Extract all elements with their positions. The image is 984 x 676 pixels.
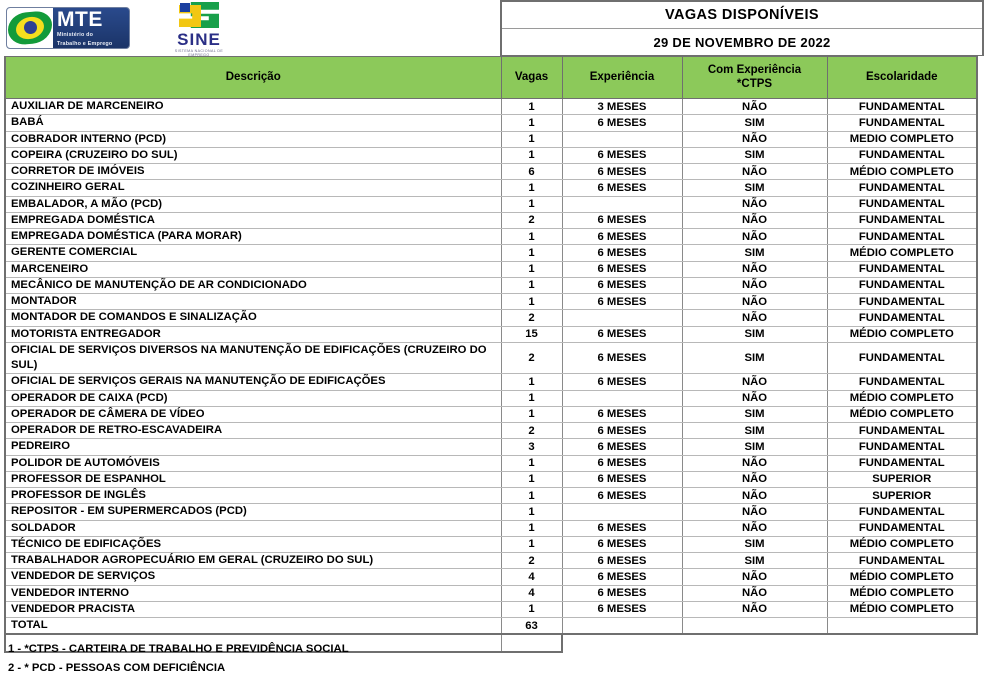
cell-experiencia bbox=[562, 390, 682, 406]
table-row bbox=[5, 488, 977, 504]
cell-ctps: SIM bbox=[682, 553, 827, 569]
cell-escolaridade: FUNDAMENTAL bbox=[827, 520, 977, 536]
cell-descricao: COZINHEIRO GERAL bbox=[5, 180, 501, 196]
page-date: 29 DE NOVEMBRO DE 2022 bbox=[502, 29, 982, 56]
cell-ctps: SIM bbox=[682, 423, 827, 439]
cell-ctps: NÃO bbox=[682, 504, 827, 520]
cell-descricao: OPERADOR DE RETRO-ESCAVADEIRA bbox=[5, 423, 501, 439]
cell-vagas: 1 bbox=[501, 245, 562, 261]
cell-ctps: NÃO bbox=[682, 196, 827, 212]
cell-vagas: 2 bbox=[501, 423, 562, 439]
cell-experiencia: 6 MESES bbox=[562, 245, 682, 261]
logo-zone bbox=[0, 0, 500, 56]
cell-escolaridade: MÉDIO COMPLETO bbox=[827, 601, 977, 617]
document-header bbox=[0, 0, 984, 56]
ctps-header-line1: Com Experiência bbox=[707, 63, 802, 76]
cell-ctps: SIM bbox=[682, 115, 827, 131]
cell-descricao: GERENTE COMERCIAL bbox=[5, 245, 501, 261]
cell-ctps: SIM bbox=[682, 439, 827, 455]
footnote-ctps: 1 - *CTPS - CARTEIRA DE TRABALHO E PREVIDÊNCIA SOCIAL bbox=[8, 643, 349, 655]
cell-vagas: 2 bbox=[501, 553, 562, 569]
footnote-pcd: 2 - * PCD - PESSOAS COM DEFICIÊNCIA bbox=[8, 661, 226, 674]
cell-escolaridade: FUNDAMENTAL bbox=[827, 439, 977, 455]
cell-descricao: MECÂNICO DE MANUTENÇÃO DE AR CONDICIONADO bbox=[5, 277, 501, 293]
table-row bbox=[5, 245, 977, 261]
cell-escolaridade: FUNDAMENTAL bbox=[827, 294, 977, 310]
cell-vagas: 1 bbox=[501, 261, 562, 277]
vagas-table bbox=[4, 56, 978, 653]
cell-escolaridade: FUNDAMENTAL bbox=[827, 196, 977, 212]
cell-ctps: NÃO bbox=[682, 390, 827, 406]
title-block bbox=[500, 0, 984, 56]
cell-escolaridade: FUNDAMENTAL bbox=[827, 504, 977, 520]
table-row bbox=[5, 277, 977, 293]
cell-vagas: 4 bbox=[501, 585, 562, 601]
cell-experiencia: 6 MESES bbox=[562, 147, 682, 163]
cell-vagas: 6 bbox=[501, 164, 562, 180]
cell-experiencia bbox=[562, 504, 682, 520]
cell-vagas: 1 bbox=[501, 180, 562, 196]
cell-vagas: 1 bbox=[501, 294, 562, 310]
table-row bbox=[5, 147, 977, 163]
cell-descricao: EMPREGADA DOMÉSTICA bbox=[5, 212, 501, 228]
cell-ctps: NÃO bbox=[682, 310, 827, 326]
mte-logo bbox=[6, 7, 130, 49]
cell-ctps: NÃO bbox=[682, 229, 827, 245]
cell-escolaridade: MÉDIO COMPLETO bbox=[827, 326, 977, 342]
blank-cell bbox=[682, 634, 827, 651]
table-row bbox=[5, 342, 977, 374]
cell-vagas: 1 bbox=[501, 374, 562, 390]
cell-experiencia: 6 MESES bbox=[562, 536, 682, 552]
cell-vagas: 1 bbox=[501, 488, 562, 504]
cell-vagas: 1 bbox=[501, 229, 562, 245]
cell-experiencia: 6 MESES bbox=[562, 277, 682, 293]
cell-escolaridade: FUNDAMENTAL bbox=[827, 229, 977, 245]
mte-subtitle-line2: Trabalho e Emprego bbox=[57, 40, 113, 47]
brazil-flag-icon bbox=[7, 8, 53, 48]
cell-experiencia: 6 MESES bbox=[562, 180, 682, 196]
table-row bbox=[5, 569, 977, 585]
cell-experiencia: 6 MESES bbox=[562, 439, 682, 455]
cell-vagas: 1 bbox=[501, 536, 562, 552]
cell-descricao: PROFESSOR DE INGLÊS bbox=[5, 488, 501, 504]
cell-vagas: 15 bbox=[501, 326, 562, 342]
table-row bbox=[5, 553, 977, 569]
table-row bbox=[5, 390, 977, 406]
cell-ctps: SIM bbox=[682, 245, 827, 261]
table-row bbox=[5, 601, 977, 617]
cell-vagas: 2 bbox=[501, 212, 562, 228]
cell-escolaridade: MÉDIO COMPLETO bbox=[827, 390, 977, 406]
cell-escolaridade: MEDIO COMPLETO bbox=[827, 131, 977, 147]
sine-tagline: SISTEMA NACIONAL DE EMPREGO bbox=[174, 49, 224, 57]
cell-escolaridade: FUNDAMENTAL bbox=[827, 342, 977, 374]
ctps-header-line2: *CTPS bbox=[736, 77, 773, 90]
cell-vagas: 1 bbox=[501, 471, 562, 487]
cell-experiencia: 6 MESES bbox=[562, 471, 682, 487]
cell-descricao: TÉCNICO DE EDIFICAÇÕES bbox=[5, 536, 501, 552]
table-row bbox=[5, 212, 977, 228]
cell-descricao: OPERADOR DE CÂMERA DE VÍDEO bbox=[5, 406, 501, 422]
mte-acronym: MTE bbox=[57, 7, 103, 31]
cell-vagas: 1 bbox=[501, 520, 562, 536]
table-total-row bbox=[5, 618, 977, 635]
cell-escolaridade: FUNDAMENTAL bbox=[827, 115, 977, 131]
cell-experiencia: 6 MESES bbox=[562, 164, 682, 180]
table-row bbox=[5, 471, 977, 487]
column-header-vagas: Vagas bbox=[501, 57, 562, 99]
cell-ctps: NÃO bbox=[682, 601, 827, 617]
cell-escolaridade: SUPERIOR bbox=[827, 488, 977, 504]
table-row bbox=[5, 536, 977, 552]
cell-ctps: NÃO bbox=[682, 212, 827, 228]
cell-experiencia: 6 MESES bbox=[562, 115, 682, 131]
cell-experiencia: 3 MESES bbox=[562, 99, 682, 115]
cell-experiencia: 6 MESES bbox=[562, 455, 682, 471]
cell-descricao: COPEIRA (CRUZEIRO DO SUL) bbox=[5, 147, 501, 163]
cell-experiencia: 6 MESES bbox=[562, 326, 682, 342]
cell-escolaridade: FUNDAMENTAL bbox=[827, 553, 977, 569]
page-title: VAGAS DISPONÍVEIS bbox=[502, 2, 982, 29]
cell-experiencia: 6 MESES bbox=[562, 406, 682, 422]
cell-ctps: NÃO bbox=[682, 471, 827, 487]
cell-descricao: OPERADOR DE CAIXA (PCD) bbox=[5, 390, 501, 406]
table-row bbox=[5, 229, 977, 245]
cell-ctps: SIM bbox=[682, 536, 827, 552]
cell-descricao: EMPREGADA DOMÉSTICA (PARA MORAR) bbox=[5, 229, 501, 245]
cell-descricao: VENDEDOR PRACISTA bbox=[5, 601, 501, 617]
cell-escolaridade: SUPERIOR bbox=[827, 471, 977, 487]
cell-descricao: EMBALADOR, A MÃO (PCD) bbox=[5, 196, 501, 212]
cell-escolaridade: FUNDAMENTAL bbox=[827, 147, 977, 163]
cell-escolaridade: MÉDIO COMPLETO bbox=[827, 536, 977, 552]
cell-experiencia: 6 MESES bbox=[562, 601, 682, 617]
cell-ctps: NÃO bbox=[682, 569, 827, 585]
cell-experiencia: 6 MESES bbox=[562, 294, 682, 310]
cell-ctps: NÃO bbox=[682, 585, 827, 601]
cell-escolaridade: MÉDIO COMPLETO bbox=[827, 569, 977, 585]
cell-ctps: NÃO bbox=[682, 99, 827, 115]
cell-experiencia: 6 MESES bbox=[562, 212, 682, 228]
cell-experiencia: 6 MESES bbox=[562, 520, 682, 536]
cell-descricao: TRABALHADOR AGROPECUÁRIO EM GERAL (CRUZEIRO DO SUL) bbox=[5, 553, 501, 569]
cell-descricao: COBRADOR INTERNO (PCD) bbox=[5, 131, 501, 147]
cell-descricao: VENDEDOR DE SERVIÇOS bbox=[5, 569, 501, 585]
table-row bbox=[5, 261, 977, 277]
table-row bbox=[5, 423, 977, 439]
cell-ctps: NÃO bbox=[682, 277, 827, 293]
cell-descricao: AUXILIAR DE MARCENEIRO bbox=[5, 99, 501, 115]
cell-experiencia bbox=[562, 196, 682, 212]
cell-vagas: 1 bbox=[501, 601, 562, 617]
cell-ctps: SIM bbox=[682, 406, 827, 422]
cell-total-escolaridade bbox=[827, 618, 977, 635]
cell-descricao: MARCENEIRO bbox=[5, 261, 501, 277]
sine-logo bbox=[166, 2, 232, 57]
cell-ctps: SIM bbox=[682, 342, 827, 374]
cell-vagas: 3 bbox=[501, 439, 562, 455]
cell-escolaridade: FUNDAMENTAL bbox=[827, 423, 977, 439]
cell-escolaridade: MÉDIO COMPLETO bbox=[827, 164, 977, 180]
cell-vagas: 2 bbox=[501, 310, 562, 326]
cell-escolaridade: MÉDIO COMPLETO bbox=[827, 406, 977, 422]
cell-vagas: 1 bbox=[501, 131, 562, 147]
column-header-experiencia: Experiência bbox=[562, 57, 682, 99]
cell-escolaridade: FUNDAMENTAL bbox=[827, 180, 977, 196]
table-row bbox=[5, 196, 977, 212]
vagas-table-wrap bbox=[4, 56, 980, 653]
cell-experiencia: 6 MESES bbox=[562, 229, 682, 245]
cell-escolaridade: MÉDIO COMPLETO bbox=[827, 585, 977, 601]
table-body bbox=[5, 99, 977, 652]
cell-descricao: OFICIAL DE SERVIÇOS DIVERSOS NA MANUTENÇÃO DE EDIFICAÇÕES (CRUZEIRO DO SUL) bbox=[5, 342, 501, 374]
cell-experiencia: 6 MESES bbox=[562, 488, 682, 504]
cell-descricao: POLIDOR DE AUTOMÓVEIS bbox=[5, 455, 501, 471]
table-row bbox=[5, 294, 977, 310]
cell-descricao: OFICIAL DE SERVIÇOS GERAIS NA MANUTENÇÃO DE EDIFICAÇÕES bbox=[5, 374, 501, 390]
cell-ctps: NÃO bbox=[682, 455, 827, 471]
cell-descricao: MOTORISTA ENTREGADOR bbox=[5, 326, 501, 342]
table-row bbox=[5, 439, 977, 455]
cell-ctps: SIM bbox=[682, 180, 827, 196]
cell-total-ctps bbox=[682, 618, 827, 635]
table-row bbox=[5, 455, 977, 471]
table-row bbox=[5, 326, 977, 342]
table-row bbox=[5, 504, 977, 520]
table-row bbox=[5, 406, 977, 422]
cell-vagas: 1 bbox=[501, 99, 562, 115]
cell-ctps: NÃO bbox=[682, 520, 827, 536]
cell-escolaridade: FUNDAMENTAL bbox=[827, 261, 977, 277]
cell-escolaridade: FUNDAMENTAL bbox=[827, 212, 977, 228]
cell-ctps: NÃO bbox=[682, 488, 827, 504]
cell-vagas: 4 bbox=[501, 569, 562, 585]
column-header-escolaridade: Escolaridade bbox=[827, 57, 977, 99]
table-header-row bbox=[5, 57, 977, 99]
footnotes bbox=[8, 640, 608, 676]
cell-descricao: SOLDADOR bbox=[5, 520, 501, 536]
cell-experiencia: 6 MESES bbox=[562, 569, 682, 585]
cell-descricao: PEDREIRO bbox=[5, 439, 501, 455]
cell-total-vagas: 63 bbox=[501, 618, 562, 635]
cell-vagas: 1 bbox=[501, 504, 562, 520]
table-row bbox=[5, 310, 977, 326]
cell-ctps: SIM bbox=[682, 326, 827, 342]
table-row bbox=[5, 131, 977, 147]
cell-experiencia: 6 MESES bbox=[562, 342, 682, 374]
cell-vagas: 1 bbox=[501, 147, 562, 163]
cell-vagas: 1 bbox=[501, 196, 562, 212]
cell-experiencia: 6 MESES bbox=[562, 423, 682, 439]
table-row bbox=[5, 374, 977, 390]
cell-experiencia: 6 MESES bbox=[562, 261, 682, 277]
cell-ctps: NÃO bbox=[682, 294, 827, 310]
cell-descricao: BABÁ bbox=[5, 115, 501, 131]
column-header-com-experiencia-ctps bbox=[682, 57, 827, 99]
cell-vagas: 1 bbox=[501, 390, 562, 406]
cell-experiencia: 6 MESES bbox=[562, 374, 682, 390]
cell-escolaridade: FUNDAMENTAL bbox=[827, 99, 977, 115]
cell-experiencia bbox=[562, 310, 682, 326]
cell-vagas: 1 bbox=[501, 406, 562, 422]
cell-total-experiencia bbox=[562, 618, 682, 635]
cell-descricao: MONTADOR bbox=[5, 294, 501, 310]
cell-descricao: REPOSITOR - EM SUPERMERCADOS (PCD) bbox=[5, 504, 501, 520]
cell-ctps: NÃO bbox=[682, 164, 827, 180]
table-row bbox=[5, 520, 977, 536]
sine-mark-icon bbox=[179, 2, 219, 30]
table-row bbox=[5, 585, 977, 601]
cell-ctps: NÃO bbox=[682, 374, 827, 390]
column-header-descricao: Descrição bbox=[5, 57, 501, 99]
cell-total-label: TOTAL bbox=[5, 618, 501, 635]
cell-escolaridade: FUNDAMENTAL bbox=[827, 374, 977, 390]
cell-vagas: 1 bbox=[501, 115, 562, 131]
cell-descricao: PROFESSOR DE ESPANHOL bbox=[5, 471, 501, 487]
mte-logo-text bbox=[53, 9, 112, 48]
cell-vagas: 2 bbox=[501, 342, 562, 374]
cell-escolaridade: FUNDAMENTAL bbox=[827, 455, 977, 471]
table-row bbox=[5, 115, 977, 131]
table-row bbox=[5, 99, 977, 115]
cell-ctps: NÃO bbox=[682, 261, 827, 277]
cell-escolaridade: FUNDAMENTAL bbox=[827, 277, 977, 293]
cell-ctps: NÃO bbox=[682, 131, 827, 147]
cell-descricao: VENDEDOR INTERNO bbox=[5, 585, 501, 601]
blank-cell bbox=[827, 634, 977, 651]
cell-escolaridade: FUNDAMENTAL bbox=[827, 310, 977, 326]
table-row bbox=[5, 164, 977, 180]
cell-descricao: MONTADOR DE COMANDOS E SINALIZAÇÃO bbox=[5, 310, 501, 326]
cell-vagas: 1 bbox=[501, 277, 562, 293]
cell-vagas: 1 bbox=[501, 455, 562, 471]
cell-experiencia bbox=[562, 131, 682, 147]
cell-experiencia: 6 MESES bbox=[562, 553, 682, 569]
cell-descricao: CORRETOR DE IMÓVEIS bbox=[5, 164, 501, 180]
cell-experiencia: 6 MESES bbox=[562, 585, 682, 601]
cell-escolaridade: MÉDIO COMPLETO bbox=[827, 245, 977, 261]
table-row bbox=[5, 180, 977, 196]
cell-ctps: SIM bbox=[682, 147, 827, 163]
mte-subtitle-line1: Ministério do bbox=[57, 31, 94, 38]
sine-wordmark: SINE bbox=[177, 30, 221, 49]
